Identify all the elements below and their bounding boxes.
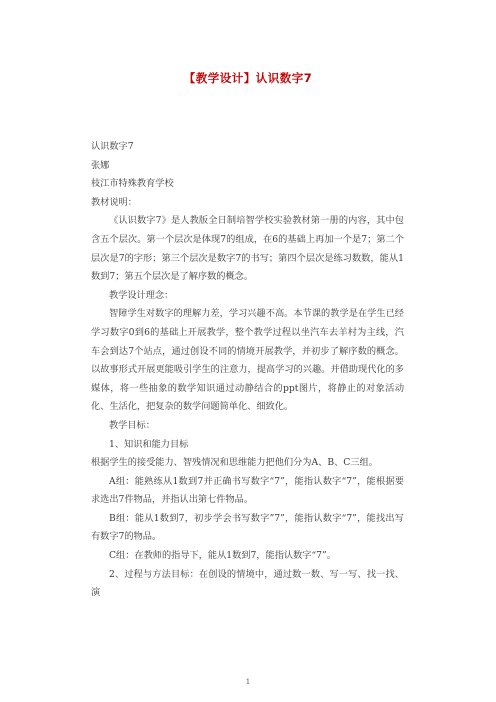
objective-2-text: 2、过程与方法目标：在创设的情境中，通过数一数、写一写、找一找、演 bbox=[91, 568, 404, 599]
group-b-text: B组：能从1数到7，初步学会书写数字”7”，能指认数字“7”，能找出写有数字7的物品。 bbox=[91, 512, 404, 543]
page-number: 1 bbox=[245, 678, 251, 686]
document-title: 【教学设计】认识数字7 bbox=[183, 71, 313, 85]
document-body bbox=[91, 138, 404, 603]
lesson-heading: 认识数字7 bbox=[91, 141, 134, 152]
material-paragraph: 《认识数字7》是人教版全日制培智学校实验教材第一册的内容，其中包含五个层次。第一个层次是体现7的组成，在6的基础上再加一个是7；第二个层次是7的字形；第三个层次是数字7的书写；第四个层次是练习数数，能从1数到7；第五个层次是了解序数的概念。 bbox=[91, 215, 404, 283]
objective-1-label: 1、知识和能力目标 bbox=[109, 438, 189, 450]
material-label: 教材说明： bbox=[91, 196, 137, 208]
philosophy-label: 教学设计理念： bbox=[109, 289, 174, 301]
objectives-label: 教学目标： bbox=[109, 419, 155, 431]
group-c-text: C组：在教师的指导下，能从1数到7，能指认数字“7”。 bbox=[109, 550, 336, 562]
author-name: 张娜 bbox=[91, 159, 110, 171]
objective-1-intro: 根据学生的接受能力、智残情况和思维能力把他们分为A、B、C三组。 bbox=[91, 457, 378, 469]
group-a-text: A组：能熟练从1数到7并正确书写数字“7”，能指认数字“7”，能根据要求选出7件物品，并指认出第七件物品。 bbox=[91, 475, 404, 506]
philosophy-paragraph: 智障学生对数字的理解力差，学习兴趣不高。本节课的教学是在学生已经学习数字0到6的基础上开展教学，整个教学过程以坐汽车去羊村为主线，汽车会到达7个站点，通过创设不同的情境开展教学，并初步了解序数的概念。以故事形式开展更能吸引学生的注意力，提高学习的兴趣。并借助现代化的多媒体，将一些抽象的数学知识通过动静结合的ppt图片，将静止的对象活动化、生活化，把复杂的数学问题简单化、细致化。 bbox=[91, 308, 404, 413]
school-name: 枝江市特殊教育学校 bbox=[91, 178, 174, 190]
